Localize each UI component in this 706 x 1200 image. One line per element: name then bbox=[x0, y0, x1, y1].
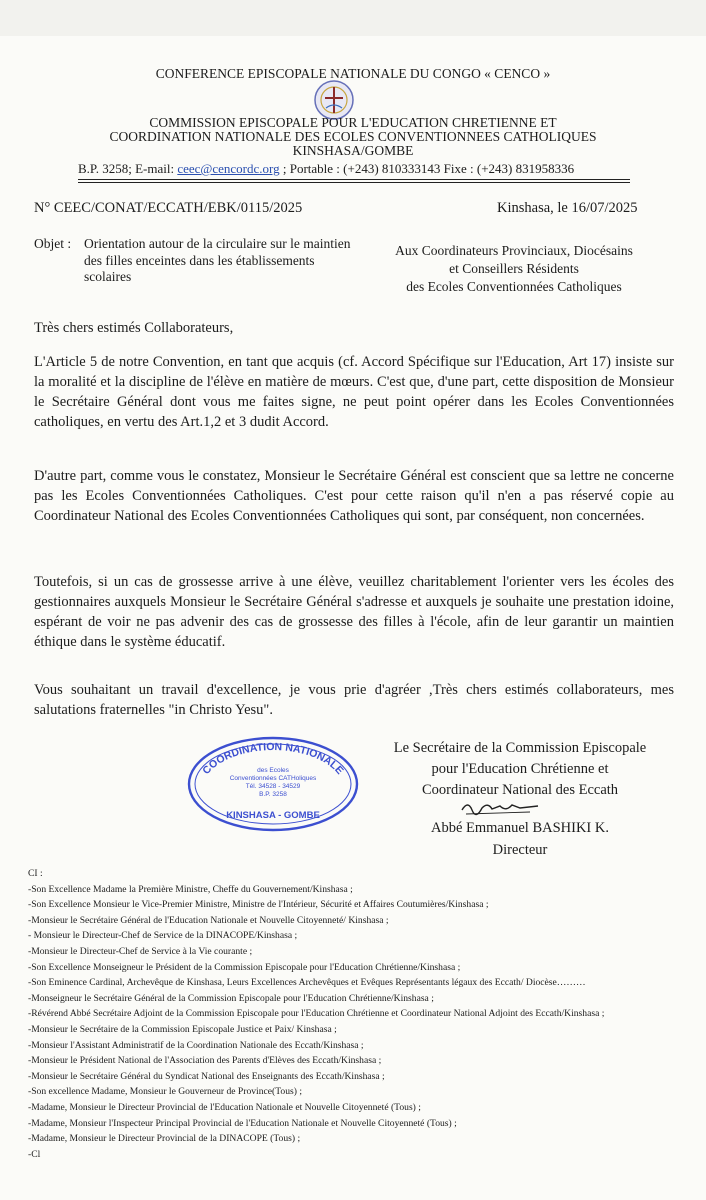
list-item: -Son Excellence Monseigneur le Président de la Commission Episcopale pour l'Education Chrétienne/Kinshasa ; bbox=[28, 961, 461, 973]
signatory-name: Abbé Emmanuel BASHIKI K. bbox=[430, 820, 609, 836]
copies-list bbox=[28, 866, 688, 1162]
paragraph-1: L'Article 5 de notre Convention, en tant que acquis (cf. Accord Spécifique sur l'Education, Art 17) insiste sur la moralité et la discipline de l'élève en matière de mœurs. C'est que, d'une part, cette disposition de Monsieur le Secrétaire Général dont vous me faites signe, ne peut point opérer dans les Ecoles Conventionnées catholiques, en vertu des Art.1,2 et 3 dudit Accord. bbox=[34, 354, 674, 430]
commission-city: KINSHASA/GOMBE bbox=[292, 143, 414, 158]
object-label: Objet : bbox=[34, 236, 72, 251]
reference-number: N° CEEC/CONAT/ECCATH/EBK/0115/2025 bbox=[34, 200, 303, 216]
list-item: - Monsieur le Directeur-Chef de Service de la DINACOPE/Kinshasa ; bbox=[28, 930, 298, 942]
list-item: -Monseigneur le Secrétaire Général de la Commission Episcopale pour l'Education Chrétienne/Kinshasa ; bbox=[28, 992, 434, 1004]
recipients-line-2: et Conseillers Résidents bbox=[449, 261, 579, 276]
header-rule-2 bbox=[78, 182, 630, 183]
conference-title: CONFERENCE EPISCOPALE NATIONALE DU CONGO « CENCO » bbox=[155, 66, 551, 81]
email-link[interactable]: ceec@cencordc.org bbox=[177, 161, 280, 176]
signatory-line-3: Coordinateur National des Eccath bbox=[421, 782, 619, 798]
bp-text: B.P. 3258; E-mail: bbox=[78, 161, 178, 176]
object-text: Orientation autour de la circulaire sur le maintien des filles enceintes dans les établissements scolaires bbox=[84, 236, 351, 284]
stamp-top-text: COORDINATION NATIONALE bbox=[200, 740, 346, 777]
recipients-line-3: des Ecoles Conventionnées Catholiques bbox=[406, 279, 622, 294]
list-item: -Son Excellence Monsieur le Vice-Premier Ministre, Ministre de l'Intérieur, Sécurité et Affaires Coutumières/Kinshasa ; bbox=[28, 899, 489, 911]
official-stamp bbox=[186, 734, 360, 834]
list-item: -Révérend Abbé Secrétaire Adjoint de la Commission Episcopale pour l'Education Chrétienne et Coordinateur National Adjoint des Eccath/Kinshasa ; bbox=[28, 1008, 605, 1020]
list-item: -Madame, Monsieur le Directeur Provincial de la DINACOPE (Tous) ; bbox=[28, 1133, 301, 1145]
stamp-bottom-text: KINSHASA - GOMBE bbox=[226, 810, 320, 821]
list-item: -Cl bbox=[28, 1148, 41, 1160]
list-item: -Monsieur l'Assistant Administratif de la Coordination Nationale des Eccath/Kinshasa ; bbox=[28, 1039, 364, 1051]
contact-line bbox=[78, 161, 574, 177]
stamp-line-3: Tél. 34528 - 34529 bbox=[245, 783, 301, 790]
list-item: -Son Eminence Cardinal, Archevêque de Kinshasa, Leurs Excellences Archevêques et Evêques Représentants légaux des Eccath/ Diocèse……… bbox=[28, 977, 586, 989]
recipients bbox=[354, 242, 674, 296]
signatory-line-2: pour l'Education Chrétienne et bbox=[431, 761, 609, 777]
commission-line-1: COMMISSION EPISCOPALE POUR L'EDUCATION CHRETIENNE ET bbox=[149, 115, 557, 130]
signatory-line-1: Le Secrétaire de la Commission Episcopale bbox=[393, 740, 647, 756]
stamp-line-4: B.P. 3258 bbox=[259, 791, 287, 798]
paragraph-3: Toutefois, si un cas de grossesse arrive à une élève, veuillez charitablement l'orienter vers les écoles des gestionnaires auxquels Monsieur le Secrétaire Général s'adresse et auxquels je souhaite une prestation idoine, espérant de voir ne pas advenir des cas de grossesse des filles à l'école, afin de leur garantir un maintien éthique dans le système éducatif. bbox=[34, 574, 674, 650]
phones-text: ; Portable : (+243) 810333143 Fixe : (+243) 831958336 bbox=[279, 161, 575, 176]
letter-date: Kinshasa, le 16/07/2025 bbox=[497, 200, 638, 216]
handwritten-signature bbox=[460, 796, 540, 818]
paragraph-4: Vous souhaitant un travail d'excellence, je vous prie d'agréer ,Très chers estimés collaborateurs, mes salutations fraternelles "in Christo Yesu". bbox=[34, 682, 674, 718]
copies-label: CI : bbox=[28, 868, 43, 879]
paragraph-2: D'autre part, comme vous le constatez, Monsieur le Secrétaire Général est conscient que sa lettre ne concerne pas les Ecoles Conventionnées Catholiques. C'est pour cette raison qu'il n'en a pas réservé copie au Coordinateur National des Ecoles Conventionnées Catholiques qui sont, par conséquent, non concernées. bbox=[34, 468, 674, 524]
list-item: -Monsieur le Président National de l'Association des Parents d'Elèves des Eccath/Kinshasa ; bbox=[28, 1055, 382, 1067]
list-item: -Madame, Monsieur l'Inspecteur Principal Provincial de l'Education Nationale et Nouvelle Citoyenneté (Tous) ; bbox=[28, 1117, 457, 1129]
list-item: -Monsieur le Secrétaire de la Commission Episcopale Justice et Paix/ Kinshasa ; bbox=[28, 1023, 337, 1035]
list-item: -Monsieur le Secrétaire Général du Syndicat National des Enseignants des Eccath/Kinshasa ; bbox=[28, 1070, 385, 1082]
signatory-title: Directeur bbox=[492, 842, 548, 858]
stamp-line-2: Conventionnées CATHoliques bbox=[229, 775, 317, 782]
list-item: -Monsieur le Secrétaire Général de l'Education Nationale et Nouvelle Citoyenneté/ Kinshasa ; bbox=[28, 914, 389, 926]
list-item: -Madame, Monsieur le Directeur Provincial de l'Education Nationale et Nouvelle Citoyenneté (Tous) ; bbox=[28, 1101, 421, 1113]
stamp-line-1: des Ecoles bbox=[257, 767, 289, 774]
list-item: -Son Excellence Madame la Première Ministre, Cheffe du Gouvernement/Kinshasa ; bbox=[28, 883, 353, 895]
list-item: -Son excellence Madame, Monsieur le Gouverneur de Province(Tous) ; bbox=[28, 1086, 302, 1098]
list-item: -Monsieur le Directeur-Chef de Service à la Vie courante ; bbox=[28, 945, 253, 957]
recipients-line-1: Aux Coordinateurs Provinciaux, Diocésains bbox=[395, 243, 633, 258]
commission-line-2: COORDINATION NATIONALE DES ECOLES CONVENTIONNEES CATHOLIQUES bbox=[109, 129, 597, 144]
header-rule-1 bbox=[78, 179, 630, 180]
salutation: Très chers estimés Collaborateurs, bbox=[34, 320, 234, 336]
